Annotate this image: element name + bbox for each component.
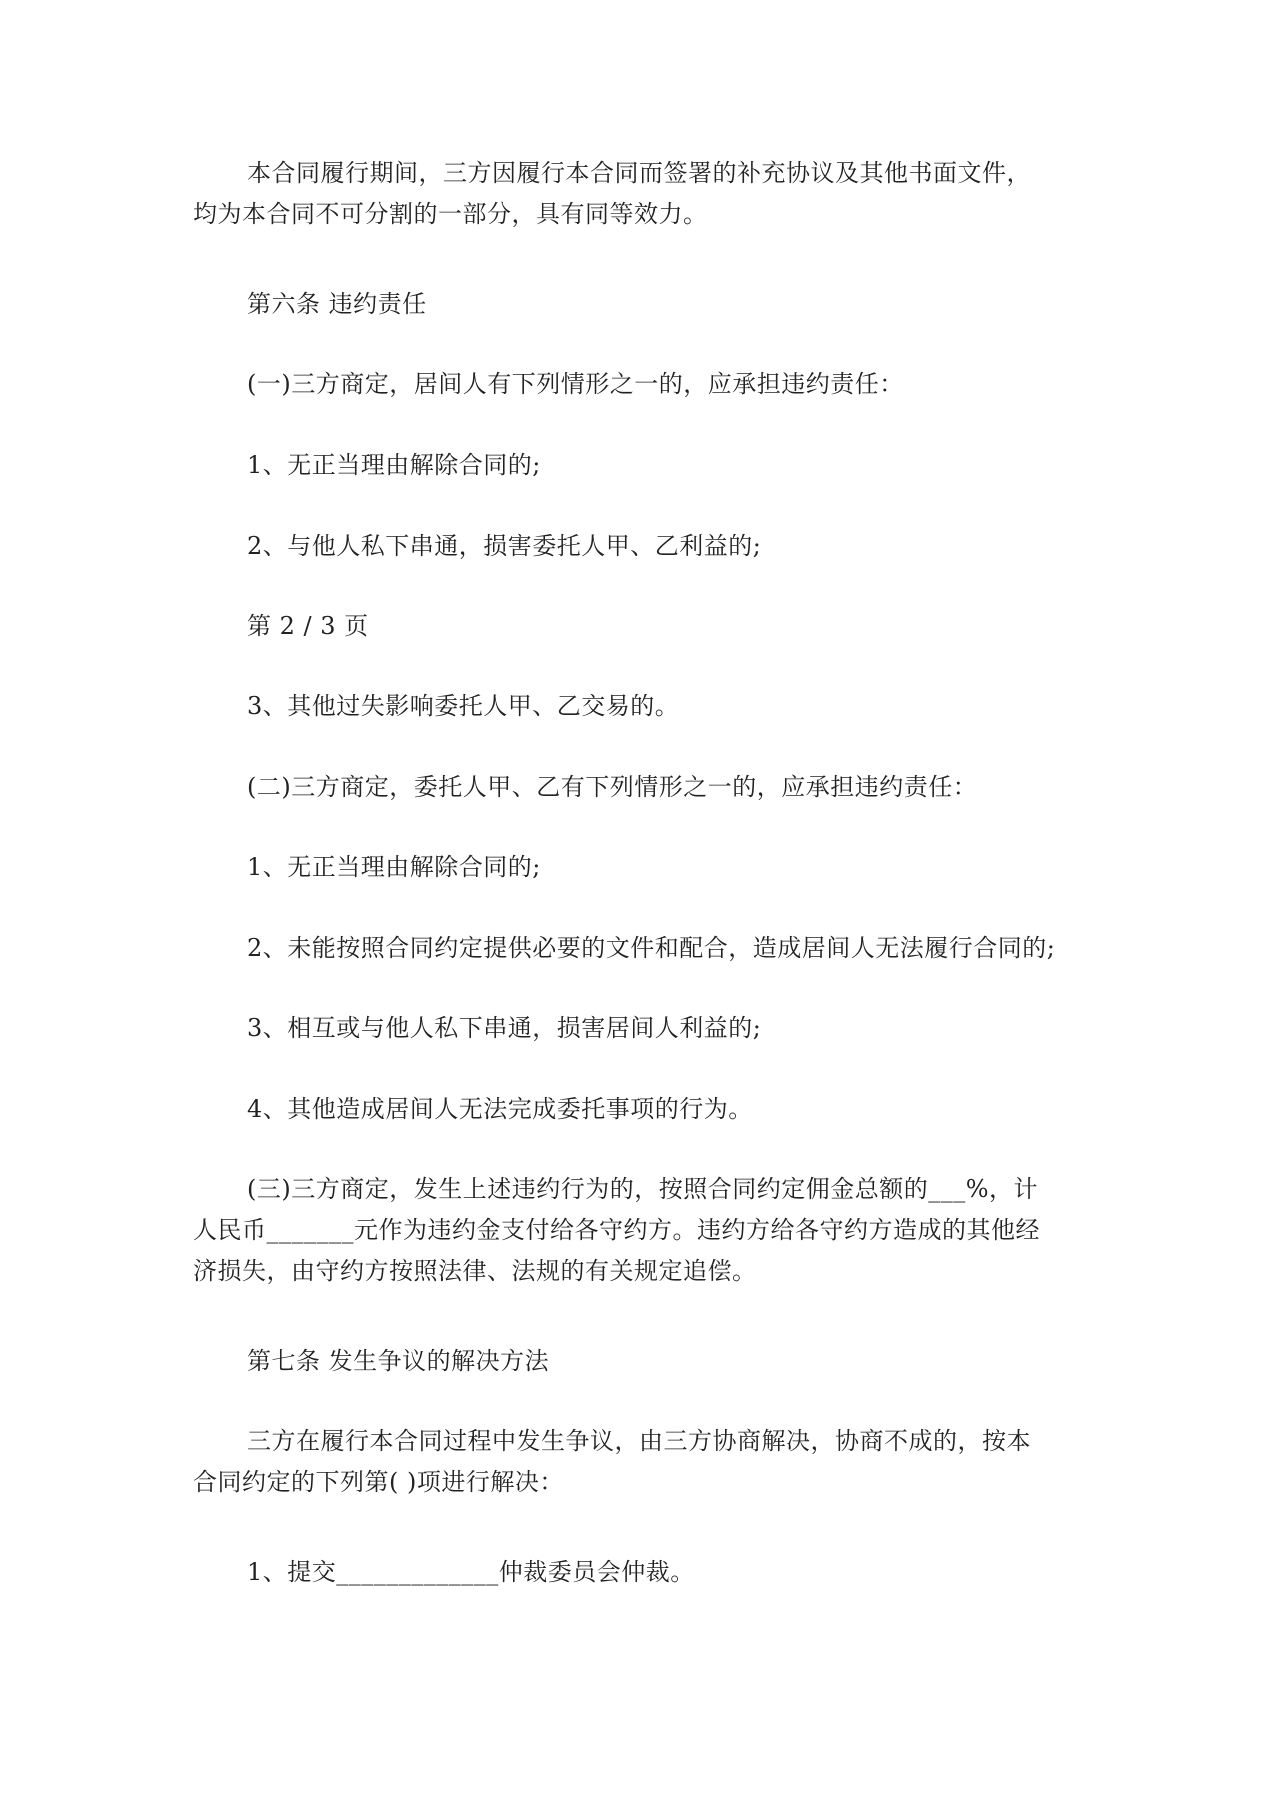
- paragraph-line: 三方在履行本合同过程中发生争议，由三方协商解决，协商不成的，按本: [247, 1427, 1031, 1455]
- list-item: [193, 686, 1103, 727]
- paragraph-line: (二)三方商定，委托人甲、乙有下列情形之一的，应承担违约责任：: [247, 773, 978, 801]
- paragraph-dispute-resolution: [193, 1421, 1103, 1503]
- list-item: [193, 928, 1103, 969]
- paragraph-line: 本合同履行期间，三方因履行本合同而签署的补充协议及其他书面文件，: [247, 159, 1031, 187]
- paragraph-line: 1、无正当理由解除合同的;: [247, 853, 541, 881]
- page-number-text: 第 2 / 3 页: [247, 612, 369, 640]
- list-item: [193, 1008, 1103, 1049]
- paragraph-supplementary-agreements: [193, 153, 1103, 235]
- paragraph-line: 济损失，由守约方按照法律、法规的有关规定追偿。: [193, 1257, 757, 1285]
- list-item: [193, 1089, 1103, 1130]
- section-heading-article-7: [193, 1341, 1103, 1382]
- paragraph-line: 2、与他人私下串通，损害委托人甲、乙利益的;: [247, 532, 762, 560]
- list-item: [193, 1552, 1103, 1593]
- paragraph-line: 3、其他过失影响委托人甲、乙交易的。: [247, 692, 680, 720]
- paragraph-line: (一)三方商定，居间人有下列情形之一的，应承担违约责任：: [247, 370, 904, 398]
- heading-text: 第六条 违约责任: [247, 290, 427, 318]
- page-number: [193, 606, 1103, 647]
- paragraph-line: 2、未能按照合同约定提供必要的文件和配合，造成居间人无法履行合同的;: [247, 934, 1056, 962]
- paragraph-penalty: [193, 1169, 1103, 1292]
- heading-text: 第七条 发生争议的解决方法: [247, 1347, 550, 1375]
- list-item: [193, 847, 1103, 888]
- list-item: [193, 526, 1103, 567]
- paragraph-broker-liability: [193, 364, 1103, 405]
- paragraph-line: 3、相互或与他人私下串通，损害居间人利益的;: [247, 1014, 762, 1042]
- paragraph-line: 1、提交_____________仲裁委员会仲裁。: [247, 1558, 695, 1586]
- paragraph-line: 均为本合同不可分割的一部分，具有同等效力。: [193, 200, 708, 228]
- list-item: [193, 445, 1103, 486]
- paragraph-line: 1、无正当理由解除合同的;: [247, 451, 541, 479]
- section-heading-article-6: [193, 284, 1103, 325]
- paragraph-line: 4、其他造成居间人无法完成委托事项的行为。: [247, 1095, 753, 1123]
- paragraph-client-liability: [193, 767, 1103, 808]
- paragraph-line: 人民币_______元作为违约金支付给各守约方。违约方给各守约方造成的其他经: [193, 1216, 1040, 1244]
- paragraph-line: 合同约定的下列第( )项进行解决：: [193, 1468, 564, 1496]
- paragraph-line: (三)三方商定，发生上述违约行为的，按照合同约定佣金总额的___%，计: [247, 1175, 1039, 1203]
